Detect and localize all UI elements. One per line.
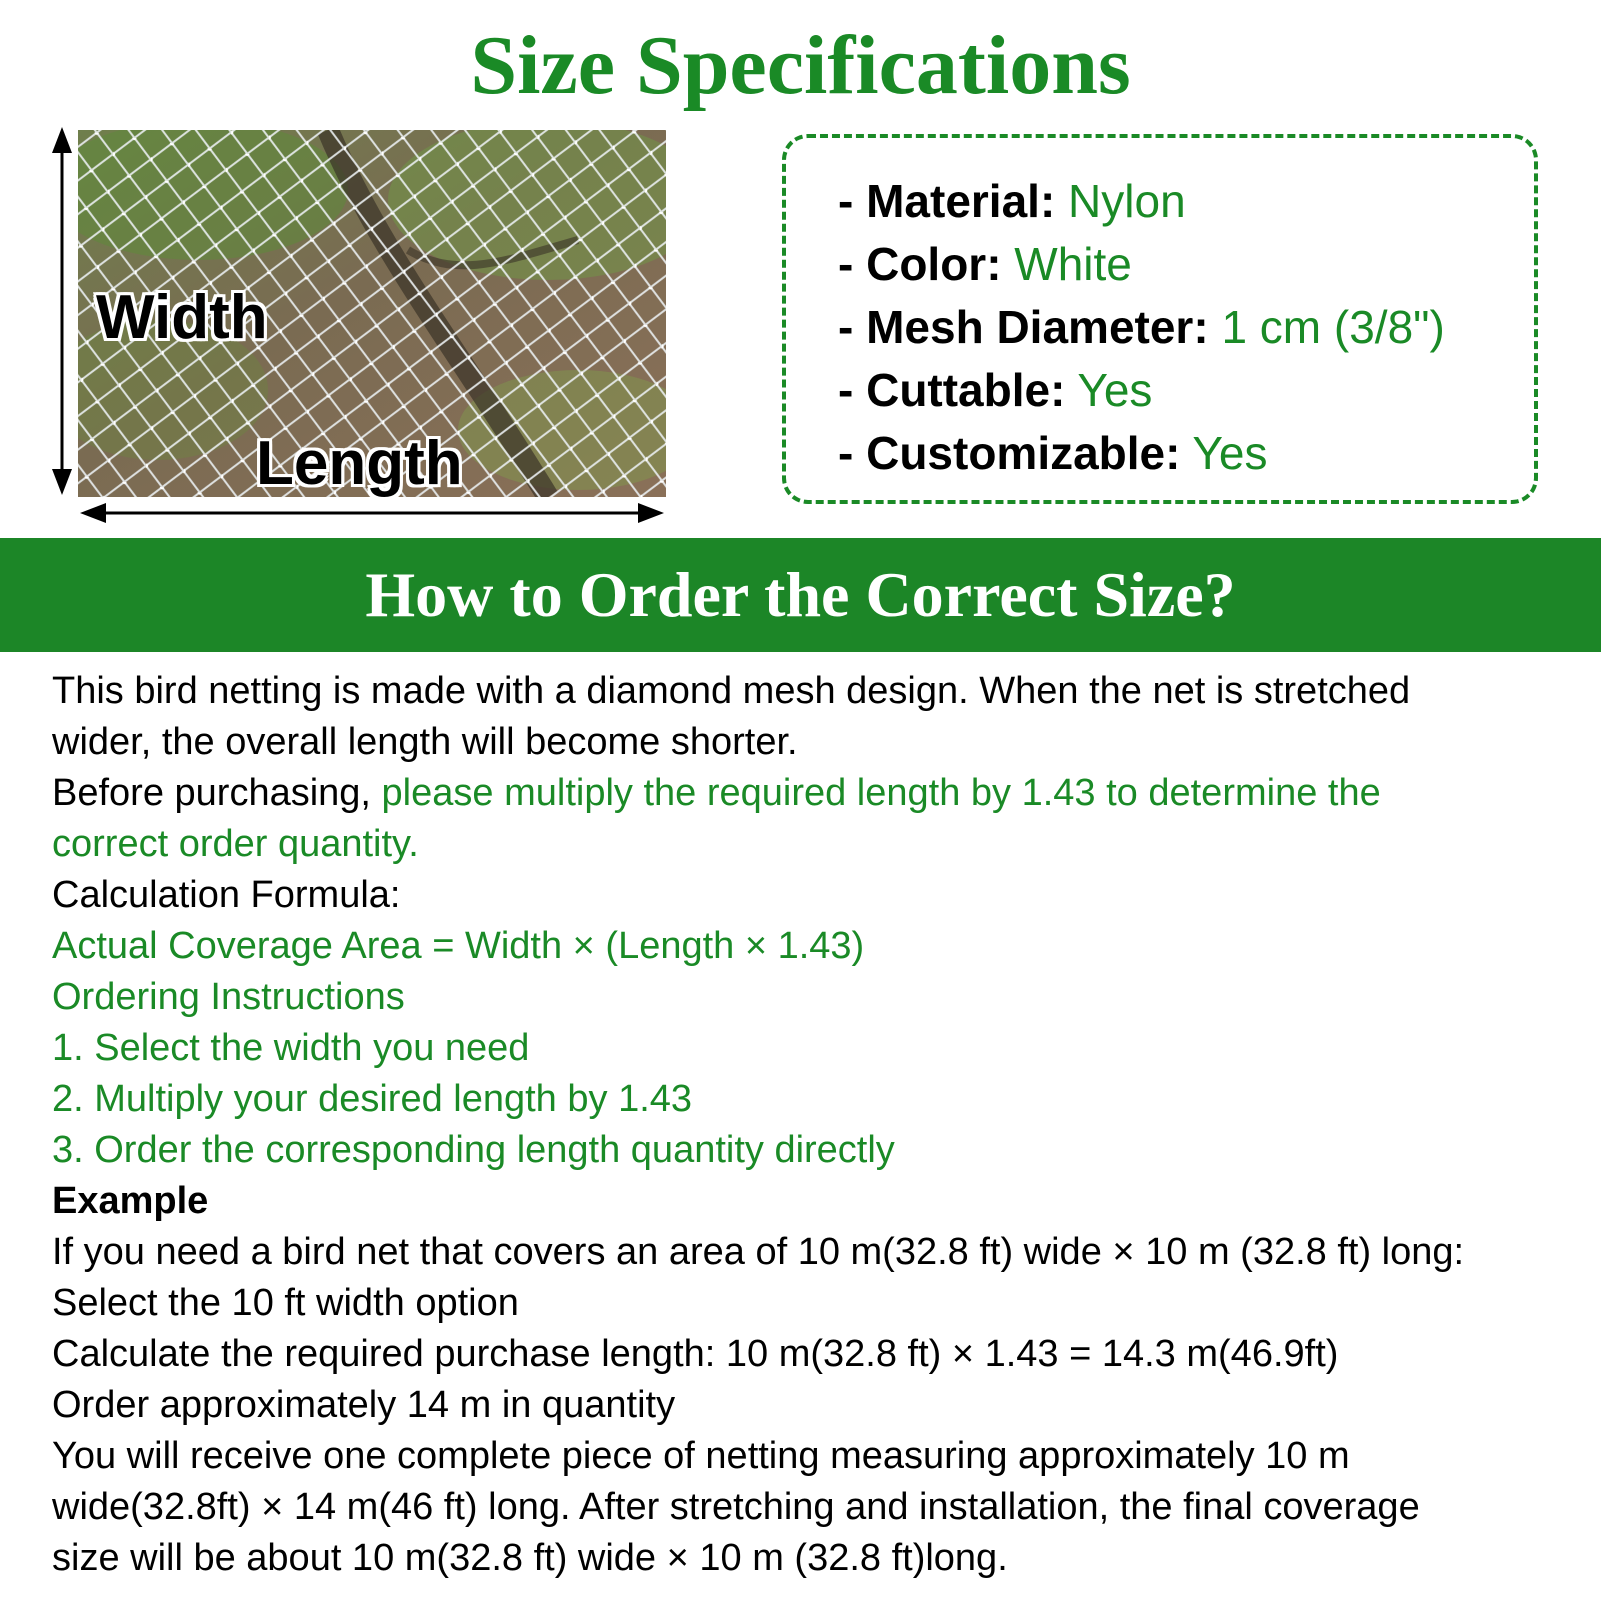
example-line: If you need a bird net that covers an area of 10 m(32.8 ft) wide × 10 m (32.8 ft) long: bbox=[52, 1231, 1465, 1273]
instruction-step: 2. Multiply your desired length by 1.43 bbox=[52, 1078, 693, 1120]
spec-key: - Customizable: bbox=[838, 427, 1181, 479]
spec-key: - Cuttable: bbox=[838, 364, 1066, 416]
spec-color bbox=[838, 233, 1445, 296]
spec-value: Yes bbox=[1192, 427, 1268, 479]
spec-mesh-diameter bbox=[838, 296, 1445, 359]
spec-list bbox=[838, 170, 1445, 485]
spec-key: - Mesh Diameter: bbox=[838, 301, 1209, 353]
spec-customizable bbox=[838, 422, 1445, 485]
before-highlight: please multiply the required length by 1.43 to determine the bbox=[381, 772, 1381, 814]
before-highlight-cont: correct order quantity. bbox=[52, 823, 419, 865]
spec-key: - Material: bbox=[838, 175, 1056, 227]
intro-line: wider, the overall length will become shorter. bbox=[52, 721, 798, 763]
spec-material bbox=[838, 170, 1445, 233]
example-line: You will receive one complete piece of netting measuring approximately 10 m bbox=[52, 1435, 1350, 1477]
before-prefix: Before purchasing, bbox=[52, 772, 371, 814]
spec-value: Nylon bbox=[1068, 175, 1186, 227]
spec-value: 1 cm (3/8") bbox=[1221, 301, 1445, 353]
spec-value: White bbox=[1014, 238, 1132, 290]
spec-box bbox=[782, 134, 1538, 504]
length-label: Length bbox=[256, 429, 463, 498]
section-banner bbox=[0, 538, 1601, 652]
netting-dimension-diagram bbox=[40, 125, 680, 535]
instructions-heading: Ordering Instructions bbox=[52, 976, 405, 1018]
width-label: Width bbox=[96, 283, 268, 352]
instruction-step: 1. Select the width you need bbox=[52, 1027, 530, 1069]
example-line: size will be about 10 m(32.8 ft) wide × 10 m (32.8 ft)long. bbox=[52, 1537, 1008, 1579]
formula-label: Calculation Formula: bbox=[52, 874, 401, 916]
ordering-guide bbox=[52, 666, 1582, 1584]
example-line: Select the 10 ft width option bbox=[52, 1282, 519, 1324]
example-line: Order approximately 14 m in quantity bbox=[52, 1384, 676, 1426]
example-line: Calculate the required purchase length: 10 m(32.8 ft) × 1.43 = 14.3 m(46.9ft) bbox=[52, 1333, 1339, 1375]
intro-line: This bird netting is made with a diamond mesh design. When the net is stretched bbox=[52, 670, 1411, 712]
example-line: wide(32.8ft) × 14 m(46 ft) long. After stretching and installation, the final coverage bbox=[52, 1486, 1420, 1528]
spec-cuttable bbox=[838, 359, 1445, 422]
spec-value: Yes bbox=[1077, 364, 1153, 416]
spec-key: - Color: bbox=[838, 238, 1002, 290]
formula: Actual Coverage Area = Width × (Length × 1.43) bbox=[52, 925, 865, 967]
example-heading: Example bbox=[52, 1180, 209, 1222]
instruction-step: 3. Order the corresponding length quantity directly bbox=[52, 1129, 895, 1171]
before-purchasing-line bbox=[52, 768, 1582, 819]
banner-heading: How to Order the Correct Size? bbox=[365, 559, 1236, 630]
page-title: Size Specifications bbox=[470, 19, 1131, 112]
